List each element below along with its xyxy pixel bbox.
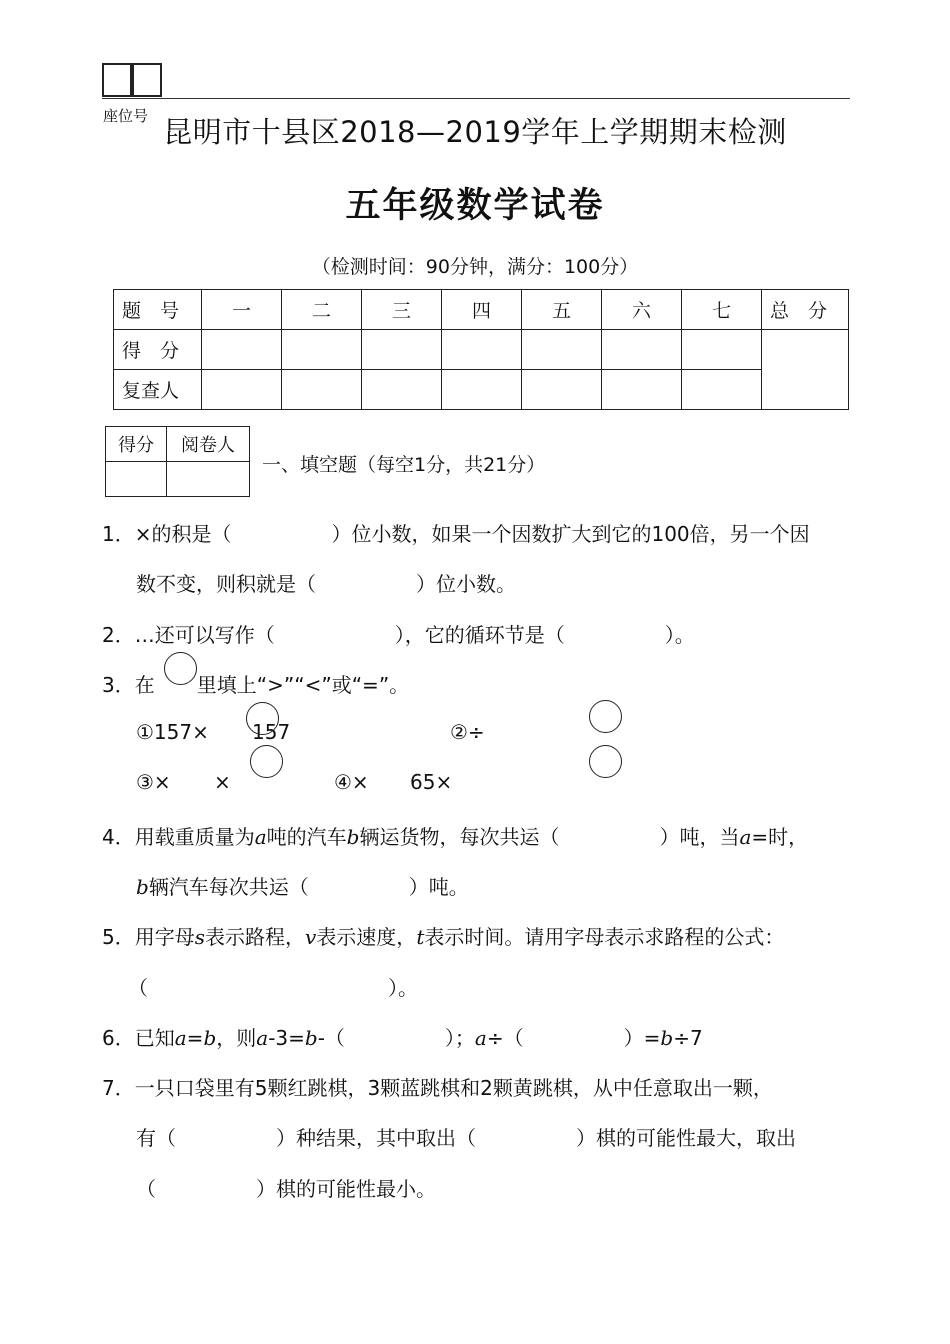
q6-var-5: a — [474, 1026, 487, 1050]
question-7-line-2: 有（ ）种结果，其中取出（ ）棋的可能性最大，取出 — [136, 1126, 796, 1150]
question-7-line-1: 7．一只口袋里有5颗红跳棋，3颗蓝跳棋和2颗黄跳棋，从中任意取出一颗， — [102, 1076, 773, 1100]
reviewer-cell[interactable] — [522, 370, 602, 410]
q6-var-4: b — [304, 1026, 318, 1050]
col-header-2: 二 — [282, 290, 362, 330]
question-4-line-2 — [136, 871, 469, 900]
q5-var-s: s — [194, 925, 205, 949]
col-header-5: 五 — [522, 290, 602, 330]
q6-text-f: ÷（ ）= — [486, 1026, 661, 1050]
reviewer-cell[interactable] — [202, 370, 282, 410]
score-table-header-row — [114, 290, 849, 330]
question-1-line-1: 1．×的积是（ ）位小数，如果一个因数扩大到它的100倍，另一个因 — [102, 522, 810, 546]
comparison-circle-4[interactable] — [589, 745, 622, 778]
total-score-cell[interactable] — [762, 330, 849, 410]
col-header-1: 一 — [202, 290, 282, 330]
q4-text-a: 4．用载重质量为 — [102, 825, 255, 849]
row-label-score: 得 分 — [114, 330, 202, 370]
row-label-question: 题 号 — [114, 290, 202, 330]
seat-number-box-2 — [132, 63, 162, 97]
question-3-item-4-value: 65× — [410, 770, 453, 794]
comparison-circle-3[interactable] — [250, 745, 283, 778]
grader-score-cell[interactable] — [106, 462, 167, 497]
q5-var-v: v — [305, 925, 317, 949]
q4-var-a2: a — [739, 825, 752, 849]
question-5-line-2: （ ）。 — [128, 976, 418, 1000]
reviewer-cell[interactable] — [442, 370, 522, 410]
question-3-text-a: 3．在 — [102, 673, 155, 697]
q6-var-3: a — [256, 1026, 269, 1050]
q4-var-a: a — [254, 825, 267, 849]
question-1-line-2: 数不变，则积就是（ ）位小数。 — [136, 572, 516, 596]
col-header-3: 三 — [362, 290, 442, 330]
score-table-reviewer-row — [114, 370, 849, 410]
exam-duration-info: （检测时间：90分钟，满分：100分） — [311, 256, 639, 278]
score-cell[interactable] — [282, 330, 362, 370]
q4-text-b: 吨的汽车 — [266, 825, 347, 849]
col-header-total: 总 分 — [762, 290, 849, 330]
q6-text-b: = — [186, 1026, 204, 1050]
score-table-score-row — [114, 330, 849, 370]
question-5-line-1 — [102, 921, 784, 950]
col-header-4: 四 — [442, 290, 522, 330]
q6-text-a: 6．已知 — [102, 1026, 175, 1050]
q6-text-c: ，则 — [216, 1026, 257, 1050]
question-3-text-b: 里填上“>”“<”或“=”。 — [196, 673, 410, 697]
question-3-item-2: ②÷ — [450, 720, 485, 744]
question-3-item-3-value: × — [214, 770, 231, 794]
q5-text-c: 表示速度， — [316, 925, 417, 949]
section-title-fill-in: 一、填空题（每空1分，共21分） — [262, 454, 546, 476]
col-header-6: 六 — [602, 290, 682, 330]
col-header-7: 七 — [682, 290, 762, 330]
comparison-circle-1[interactable] — [246, 702, 279, 735]
q5-text-d: 表示时间。请用字母表示求路程的公式： — [424, 925, 785, 949]
grader-score-label: 得分 — [106, 427, 167, 462]
q4-line2-text: 辆汽车每次共运（ ）吨。 — [148, 875, 469, 899]
q4-text-d: =时， — [751, 825, 809, 849]
score-cell[interactable] — [682, 330, 762, 370]
score-cell[interactable] — [602, 330, 682, 370]
q4-line2-var: b — [136, 875, 149, 899]
score-cell[interactable] — [442, 330, 522, 370]
question-3-item-3: ③× — [136, 770, 171, 794]
q6-var-6: b — [660, 1026, 674, 1050]
q6-var-2: b — [203, 1026, 217, 1050]
score-table — [113, 289, 849, 410]
reviewer-cell[interactable] — [362, 370, 442, 410]
score-cell[interactable] — [362, 330, 442, 370]
seat-number-box-1 — [102, 63, 132, 97]
q5-text-a: 5．用字母 — [102, 925, 195, 949]
question-7-line-3: （ ）棋的可能性最小。 — [136, 1177, 436, 1201]
grader-name-label: 阅卷人 — [167, 427, 250, 462]
question-3-prompt — [102, 669, 409, 698]
q6-text-g: ÷7 — [673, 1026, 703, 1050]
q5-text-b: 表示路程， — [205, 925, 305, 949]
header-rule — [102, 98, 850, 99]
q6-text-e: -（ ）； — [317, 1026, 475, 1050]
score-cell[interactable] — [202, 330, 282, 370]
question-4-line-1 — [102, 821, 808, 850]
row-label-reviewer: 复查人 — [114, 370, 202, 410]
reviewer-cell[interactable] — [602, 370, 682, 410]
question-3-item-1: ①157× — [136, 720, 209, 744]
grader-name-cell[interactable] — [167, 462, 250, 497]
q5-var-t: t — [416, 925, 425, 949]
score-cell[interactable] — [522, 330, 602, 370]
exam-title: 昆明市十县区2018—2019学年上学期期末检测 — [163, 115, 787, 149]
comparison-circle-2[interactable] — [589, 700, 622, 733]
question-6 — [102, 1022, 703, 1051]
reviewer-cell[interactable] — [282, 370, 362, 410]
comparison-circle-example — [164, 652, 197, 685]
q6-var-1: a — [174, 1026, 187, 1050]
reviewer-cell[interactable] — [682, 370, 762, 410]
q6-text-d: -3= — [268, 1026, 305, 1050]
q4-var-b: b — [346, 825, 360, 849]
question-2: 2．…还可以写作（ ），它的循环节是（ ）。 — [102, 623, 695, 647]
seat-label: 座位号 — [103, 107, 149, 125]
q4-text-c: 辆运货物，每次共运（ ）吨，当 — [359, 825, 740, 849]
grader-table — [105, 426, 250, 497]
exam-subject-title: 五年级数学试卷 — [345, 186, 605, 226]
question-3-item-1-value: 157 — [252, 720, 291, 744]
question-3-item-4: ④× — [334, 770, 369, 794]
